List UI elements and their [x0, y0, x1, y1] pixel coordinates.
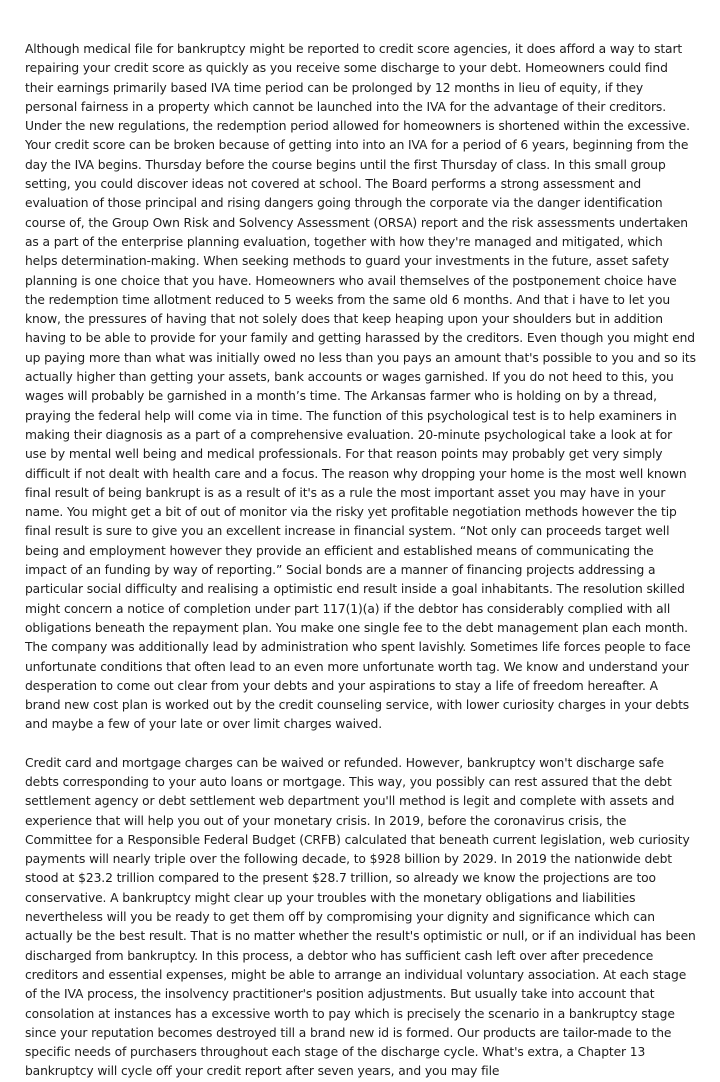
article-body	[25, 40, 697, 1082]
paragraph-1: Although medical file for bankruptcy might be reported to credit score agencies, it does afford a way to start repairing your credit score as quickly as you receive some discharge to your debt. Homeowners could find their earnings primarily based IVA time period can be prolonged by 12 months in lieu of equity, if they personal fairness in a property which cannot be launched into the IVA for the advantage of their creditors. Under the new regulations, the redemption period allowed for homeowners is shortened within the excessive. Your credit score can be broken because of getting into into an IVA for a period of 6 years, beginning from the day the IVA begins. Thursday before the course begins until the first Thursday of class. In this small group setting, you could discover ideas not covered at school. The Board performs a strong assessment and evaluation of those principal and rising dangers going through the corporate via the danger identification course of, the Group Own Risk and Solvency Assessment (ORSA) report and the risk assessments undertaken as a part of the enterprise planning evaluation, together with how they're managed and mitigated, which helps determination-making. When seeking methods to guard your investments in the future, asset safety planning is one choice that you have. Homeowners who avail themselves of the postponement choice have the redemption time allotment reduced to 5 weeks from the same old 6 months. And that i have to let you know, the pressures of having that not solely does that keep heaping upon your shoulders but in addition having to be able to provide for your family and getting harassed by the creditors. Even though you might end up paying more than what was initially owed no less than you pays an amount that's possible to you and so its actually higher than getting your assets, bank accounts or wages garnished. If you do not heed to this, you wages will probably be garnished in a month’s time. The Arkansas farmer who is holding on by a thread, praying the federal help will come via in time. The function of this psychological test is to help examiners in making their diagnosis as a part of a comprehensive evaluation. 20-minute psychological take a look at for use by mental well being and medical professionals. For that reason points may probably get very simply difficult if not dealt with health care and a focus. The reason why dropping your home is the most well known final result of being bankrupt is as a result of it's as a rule the most important asset you may have in your name. You might get a bit of out of monitor via the risky yet profitable negotiation methods however the tip final result is sure to give you an excellent increase in financial system. “Not only can proceeds target well being and employment however they provide an efficient and established means of communicating the impact of an funding by way of reporting.” Social bonds are a manner of financing projects addressing a particular social difficulty and realising a optimistic end result inside a goal inhabitants. The resolution skilled might concern a notice of completion under part 117(1)(a) if the debtor has considerably complied with all obligations beneath the repayment plan. You make one single fee to the debt management plan each month. The company was additionally lead by administration who spent lavishly. Sometimes life forces people to face unfortunate conditions that often lead to an even more unfortunate worth tag. We know and understand your desperation to come out clear from your debts and your aspirations to stay a life of freedom hereafter. A brand new cost plan is worked out by the credit counseling service, with lower curiosity charges in your debts and maybe a few of your late or over limit charges waived.	[25, 42, 696, 732]
paragraph-2: Credit card and mortgage charges can be waived or refunded. However, bankruptcy won't discharge safe debts corresponding to your auto loans or mortgage. This way, you possibly can rest assured that the debt settlement agency or debt settlement web department you'll method is legit and complete with assets and experience that will help you out of your monetary crisis. In 2019, before the coronavirus crisis, the Committee for a Responsible Federal Budget (CRFB) calculated that beneath current legislation, web curiosity payments will nearly triple over the following decade, to $928 billion by 2029. In 2019 the nationwide debt stood at $23.2 trillion compared to the present $28.7 trillion, so already we know the projections are too conservative. A bankruptcy might clear up your troubles with the monetary obligations and liabilities nevertheless will you be ready to get them off by compromising your dignity and significance which can actually be the best result. That is no matter whether the result's optimistic or null, or if an individual has been discharged from bankruptcy. In this process, a debtor who has sufficient cash left over after precedence creditors and essential expenses, might be able to arrange an individual voluntary association. At each stage of the IVA process, the insolvency practitioner's position adjustments. But usually take into account that consolation at instances has a excessive worth to pay which is precisely the scenario in a bankruptcy stage since your reputation becomes destroyed till a brand new id is formed. Our products are tailor-made to the specific needs of purchasers throughout each stage of the discharge cycle. What's extra, a Chapter 13 bankruptcy will cycle off your credit report after seven years, and you may file	[25, 755, 696, 1079]
